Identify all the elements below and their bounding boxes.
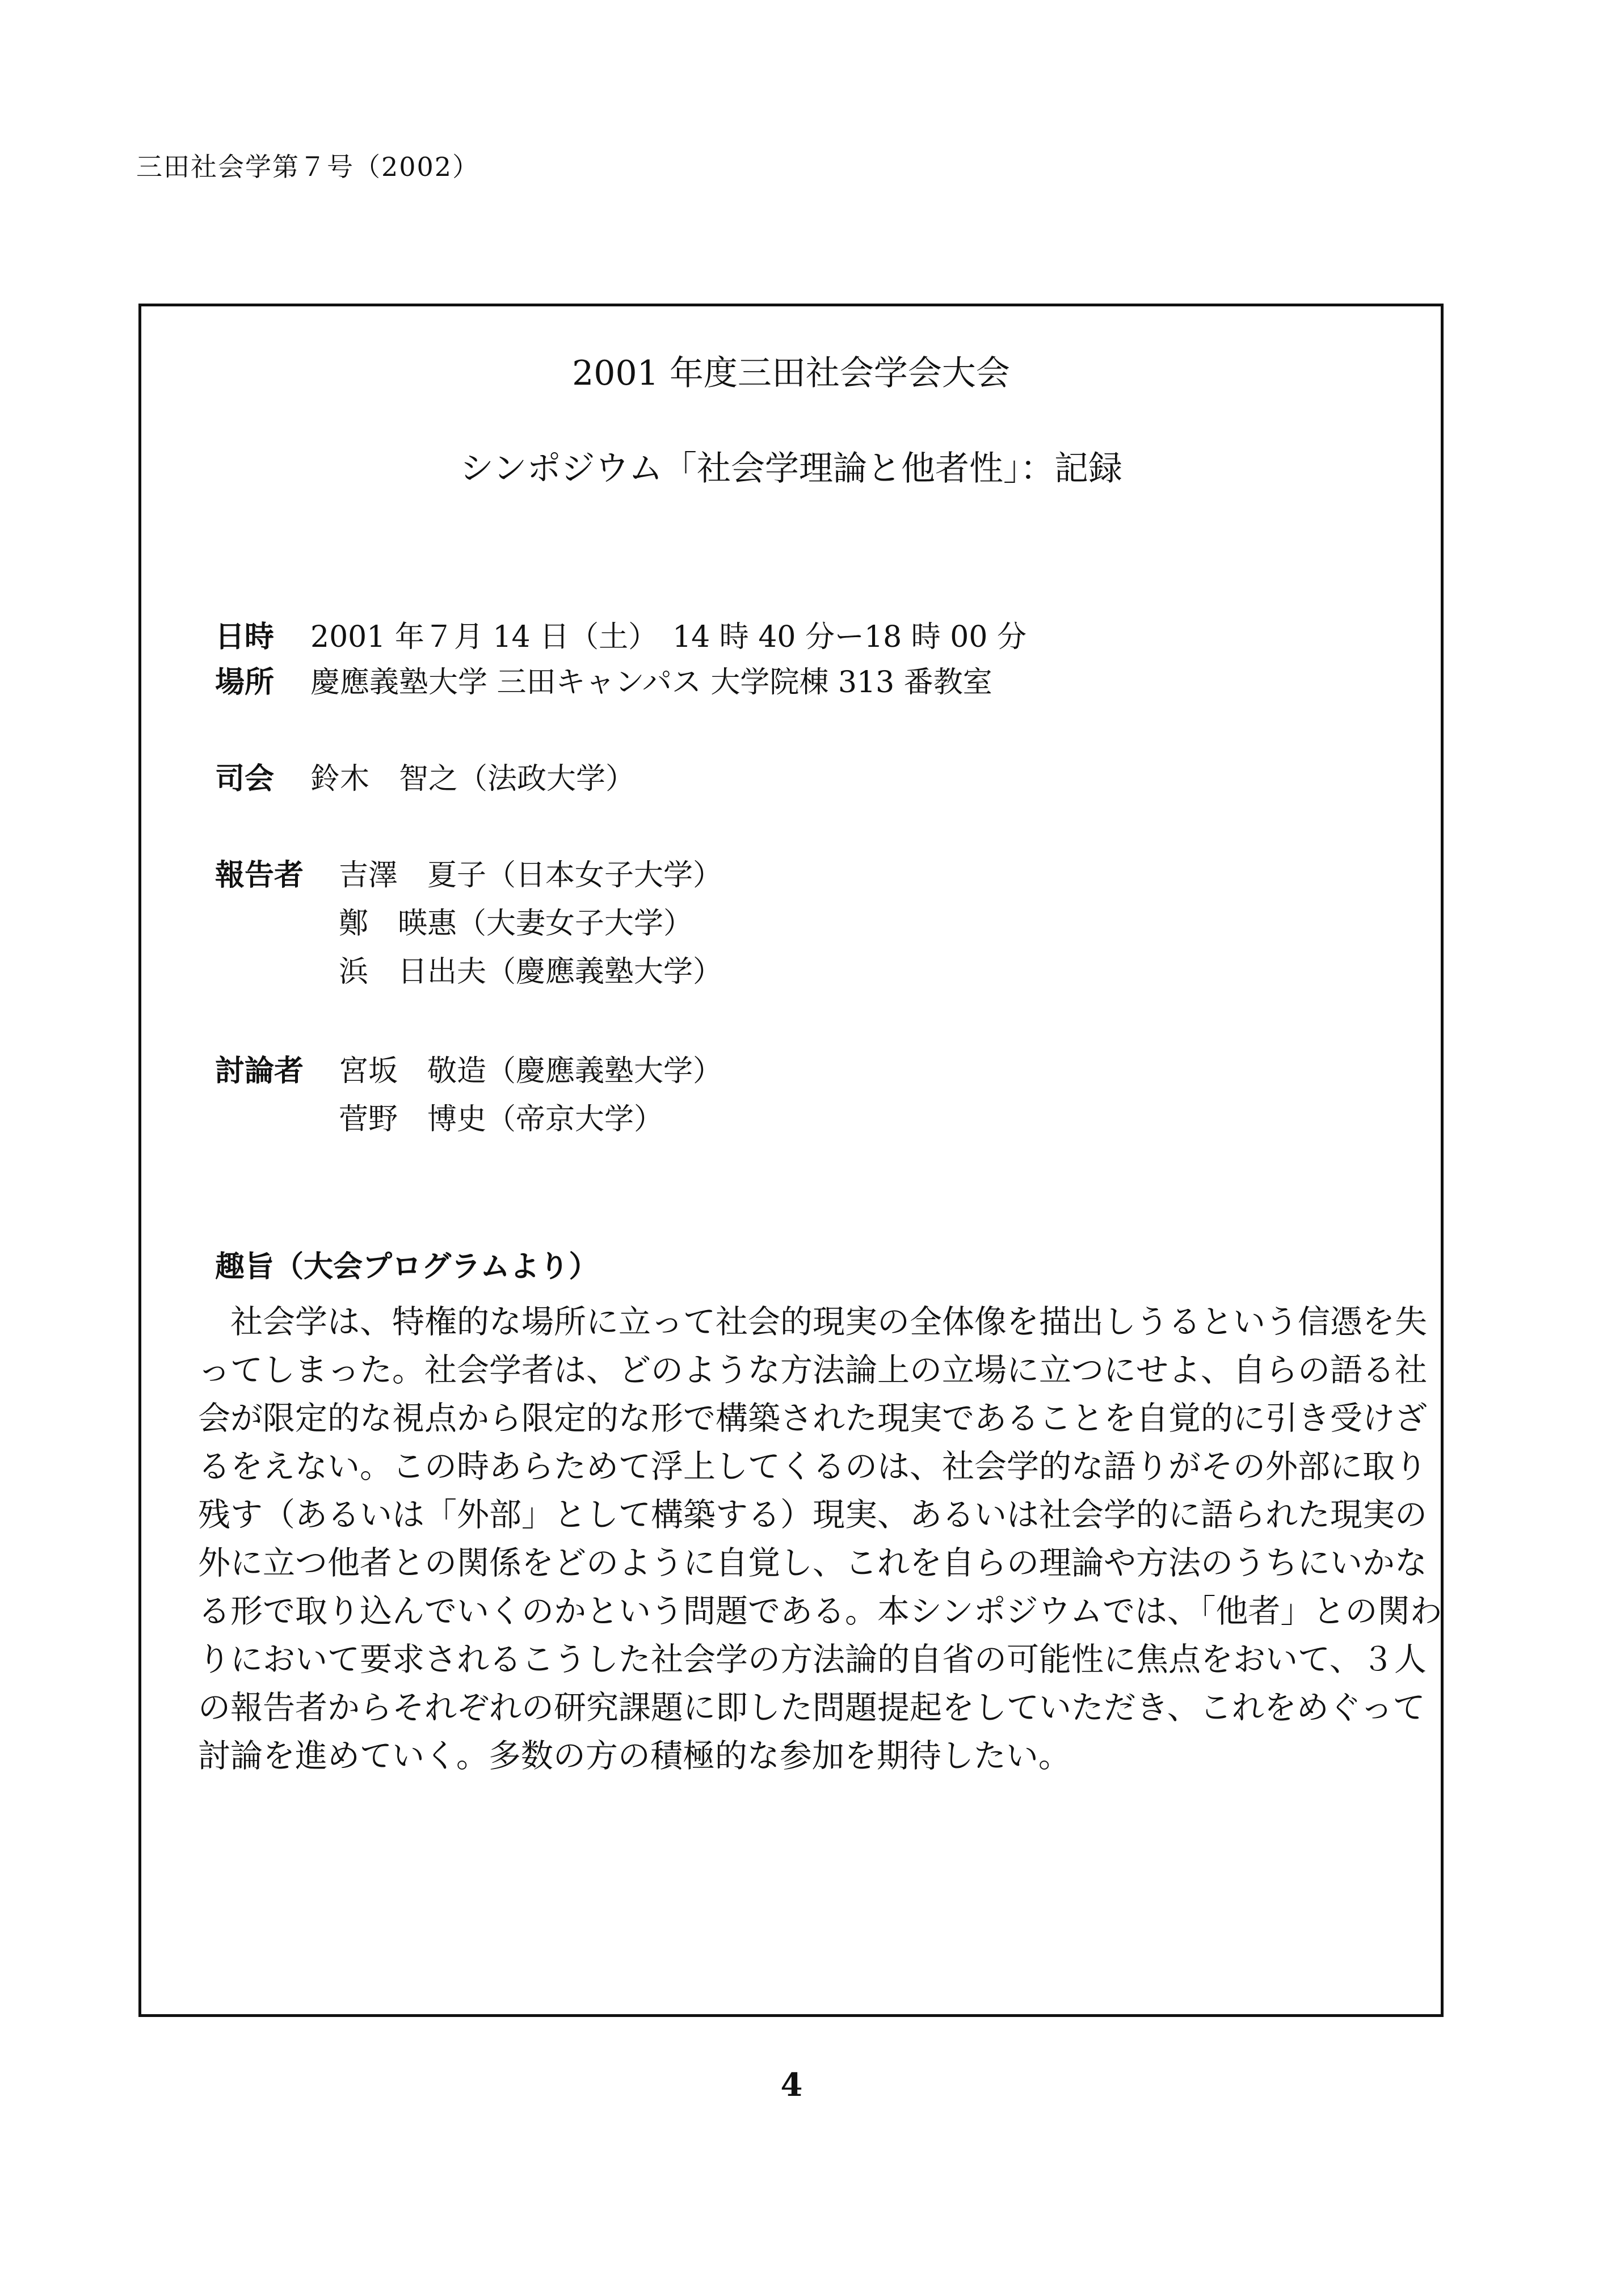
discussant-name: 菅野 博史（帝京大学） (339, 1102, 664, 1136)
moderator-value: 鈴木 智之（法政大学） (310, 762, 636, 796)
reporter-row (215, 899, 693, 942)
purpose-line: 討論を進めていく。多数の方の積極的な参加を期待したい。 (198, 1737, 1071, 1775)
purpose-heading: 趣旨（大会プログラムより） (215, 1250, 599, 1284)
reporter-name: 浜 日出夫（慶應義塾大学） (339, 955, 723, 989)
reporter-name: 鄭 暎惠（大妻女子大学） (339, 907, 693, 941)
purpose-line: 会が限定的な視点から限定的な形で構築された現実であることを自覚的に引き受けざ (198, 1400, 1427, 1437)
place-value: 慶應義塾大学 三田キャンパス 大学院棟 313 番教室 (310, 666, 992, 700)
reporters-row (215, 851, 722, 894)
symposium-record-box (138, 304, 1444, 2017)
page-number: 4 (780, 2066, 803, 2104)
purpose-line: ってしまった。社会学者は、どのような方法論上の立場に立つにせよ、自らの語る社 (198, 1351, 1427, 1389)
discussants-row (215, 1047, 722, 1089)
purpose-line: 残す（あるいは「外部」として構築する）現実、あるいは社会学的に語られた現実の (198, 1496, 1427, 1534)
reporter-name: 吉澤 夏子（日本女子大学） (339, 858, 723, 892)
purpose-line: りにおいて要求されるこうした社会学の方法論的自省の可能性に焦点をおいて、３人 (198, 1641, 1427, 1678)
purpose-line: の報告者からそれぞれの研究課題に即した問題提起をしていただき、これをめぐって (198, 1689, 1425, 1726)
place-row (215, 658, 992, 701)
purpose-line: る形で取り込んでいくのかという問題である。本シンポジウムでは、「他者」との関わ (198, 1593, 1442, 1630)
discussant-row (215, 1095, 663, 1138)
reporter-row (215, 948, 722, 990)
moderator-row (215, 755, 635, 797)
purpose-paragraph (198, 1298, 1442, 1780)
purpose-line: るをえない。この時あらためて浮上してくるのは、社会学的な語りがその外部に取り (198, 1448, 1427, 1485)
running-header: 三田社会学第７号（2002） (136, 151, 480, 182)
purpose-line: 社会学は、特権的な場所に立って社会的現実の全体像を描出しうるという信憑を失 (198, 1303, 1427, 1341)
datetime-label: 日時 (215, 620, 275, 654)
datetime-row (215, 613, 1026, 655)
moderator-label: 司会 (215, 762, 275, 796)
place-label: 場所 (215, 666, 275, 700)
symposium-title: シンポジウム「社会学理論と他者性」：記録 (460, 449, 1122, 489)
discussants-label: 討論者 (215, 1054, 304, 1088)
purpose-line: 外に立つ他者との関係をどのように自覚し、これを自らの理論や方法のうちにいかな (198, 1544, 1427, 1582)
meeting-title: 2001 年度三田社会学会大会 (572, 353, 1010, 393)
discussant-name: 宮坂 敬造（慶應義塾大学） (339, 1054, 723, 1088)
datetime-value: 2001 年７月 14 日（土） 14 時 40 分ー18 時 00 分 (310, 620, 1026, 654)
reporters-label: 報告者 (215, 858, 304, 892)
